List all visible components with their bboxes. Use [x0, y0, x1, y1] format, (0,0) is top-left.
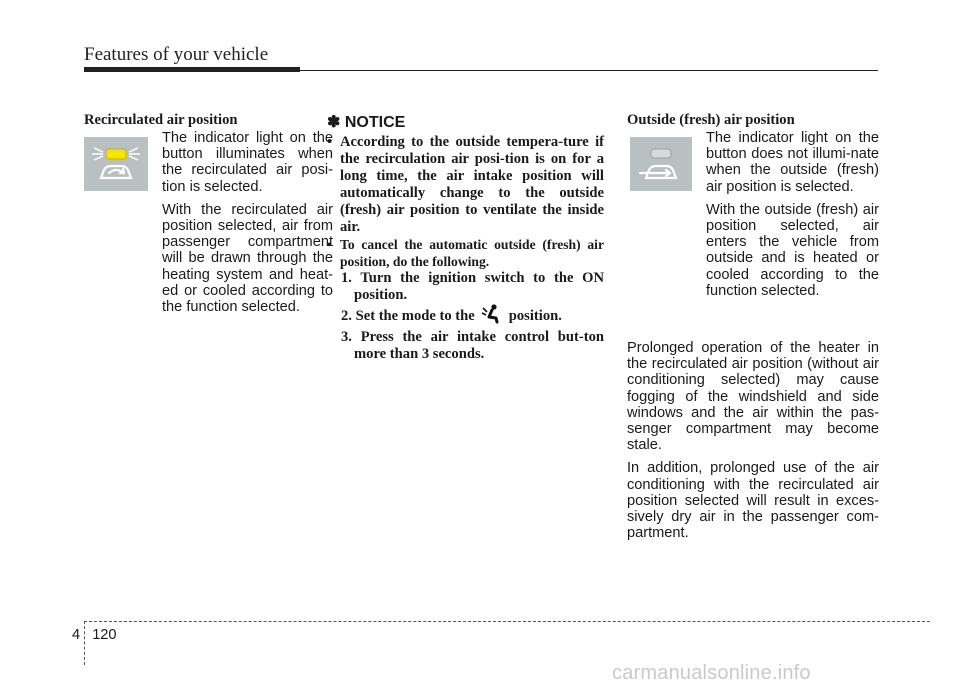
- outside-air-heading: Outside (fresh) air position: [627, 112, 795, 128]
- watermark: carmanualsonline.info: [612, 662, 811, 684]
- footer-rule: [84, 621, 930, 622]
- notice-step-2: [327, 304, 604, 329]
- header-rule-thin: [300, 70, 878, 71]
- page-header-title: Features of your vehicle: [84, 44, 269, 65]
- outside-air-button-icon: [630, 137, 692, 191]
- prolonged-heater-text: Prolonged operation of the heater in the recirculated air position (without air conditioning selected) may cause fogging of the windshield and side windows and the air within the pas-senger compartment may become stale.: [627, 340, 879, 454]
- outside-description-text: With the outside (fresh) air position selected, air enters the vehicle from outside and is heated or cooled according to the function selected.: [706, 201, 879, 299]
- notice-step-2-after: position.: [508, 308, 562, 324]
- notice-step-1: 1. Turn the ignition switch to the ON position.: [341, 270, 604, 303]
- notice-step-2-before: 2. Set the mode to the: [341, 308, 475, 324]
- notice-step-3: 3. Press the air intake control but-ton more than 3 seconds.: [341, 329, 604, 362]
- notice-symbol: ✽: [327, 114, 341, 131]
- indicator-glow: [92, 148, 140, 160]
- recirculated-indicator-text: The indicator light on the button illuminates when the recirculated air posi-tion is selected.: [162, 130, 333, 195]
- notice-title: NOTICE: [344, 114, 406, 131]
- outside-indicator-text: The indicator light on the button does not illumi-nate when the outside (fresh) air position is selected.: [706, 130, 879, 195]
- notice-heading: [327, 112, 405, 132]
- recirculated-air-button-lit-icon: [84, 137, 148, 191]
- page-number: [72, 627, 117, 643]
- header-rule-thick: [84, 67, 300, 72]
- floor-mode-icon: [481, 304, 501, 329]
- prolonged-ac-text: In addition, prolonged use of the air conditioning with the recirculated air position selected will result in exces-sively dry air in the passenger com-partment.: [627, 460, 879, 542]
- recirculated-air-heading: Recirculated air position: [84, 112, 238, 128]
- section-number: 4: [72, 627, 81, 643]
- notice-bullet-1: • According to the outside tempera-ture if the recirculation air posi-tion is on for a long time, the air intake position will automatically change to the outside (fresh) air position to ventilate the inside air.: [327, 134, 604, 236]
- page-number-value: 120: [92, 627, 117, 643]
- notice-bullet-2: • To cancel the automatic outside (fresh) air position, do the following.: [327, 236, 604, 270]
- recirculated-description-text: With the recirculated air position selected, air from passenger compartment will be drawn through the heating system and heat-ed or cooled according to the function selected.: [162, 201, 333, 316]
